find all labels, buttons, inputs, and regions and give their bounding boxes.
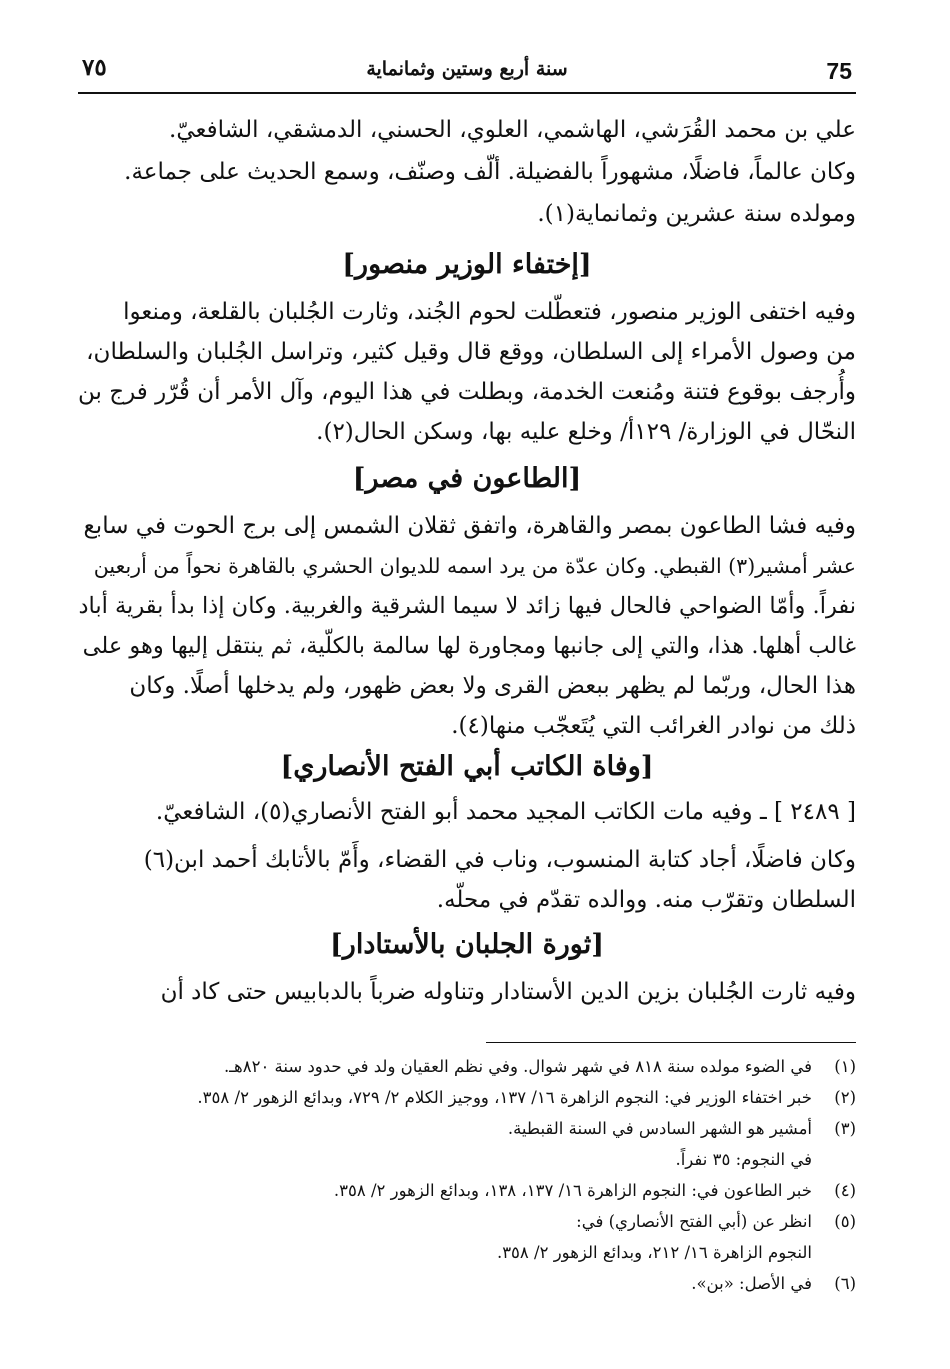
text-line: وفيه اختفى الوزير منصور، فتعطّلت لحوم الجُند، وثارت الجُلبان بالقلعة، ومنعوا <box>123 299 856 325</box>
footnote <box>78 1269 856 1299</box>
footnote-mark: (٢) <box>834 1088 856 1107</box>
footnote-text: النجوم الزاهرة ١٦/ ٢١٢، وبدائع الزهور ٢/ ٣٥٨. <box>496 1243 812 1262</box>
text-line: غالب أهلها. هذا، والتي إلى جانبها ومجاورة لها سالمة بالكلّية، ثم ينتقل إليها وهو على <box>82 633 856 659</box>
section-heading: [وفاة الكاتب أبي الفتح الأنصاري] <box>280 751 654 782</box>
text-line: عشر أمشير(٣) القبطي. وكان عدّة من يرد اسمه للديوان الحشري بالقاهرة نحواً من أربعين <box>93 554 856 578</box>
text-line: علي بن محمد القُرَشي، الهاشمي، العلوي، الحسني، الدمشقي، الشافعيّ. <box>169 117 856 143</box>
text-line: من وصول الأمراء إلى السلطان، ووقع قال وقيل كثير، وتراسل الجُلبان والسلطان، <box>86 339 856 365</box>
footnote <box>78 1176 856 1206</box>
text-line: وكان عالماً، فاضلًا، مشهوراً بالفضيلة. ألّف وصنّف، وسمع الحديث على جماعة. <box>124 159 856 185</box>
footnote <box>78 1052 856 1082</box>
text-line: السلطان وتقرّب منه. ووالده تقدّم في محلّه. <box>436 887 856 913</box>
page-number-latin: 75 <box>826 58 852 84</box>
section-heading: [الطاعون في مصر] <box>352 463 582 494</box>
footnote-continuation <box>78 1238 856 1268</box>
text-line: نفراً. وأمّا الضواحي فالحال فيها زائد لا سيما الشرقية والغربية. وكان إذا بدأ بقرية أباد <box>78 593 856 619</box>
footnote-text: خبر اختفاء الوزير في: النجوم الزاهرة ١٦/ ١٣٧، ووجيز الكلام ٢/ ٧٢٩، وبدائع الزهور ٢/ ٣٥٨. <box>197 1088 812 1107</box>
text-line: النحّال في الوزارة/ ١٢٩أ/ وخلع عليه بها، وسكن الحال(٢). <box>316 419 856 445</box>
footnote-text: في الضوء مولده سنة ٨١٨ في شهر شوال. وفي نظم العقيان ولد في حدود سنة ٨٢٠هـ. <box>223 1057 812 1076</box>
section-heading: [إختفاء الوزير منصور] <box>342 249 592 280</box>
text-line: وفيه فشا الطاعون بمصر والقاهرة، واتفق ثقلان الشمس إلى برج الحوت في سابع <box>83 513 856 539</box>
footnote-mark: (٦) <box>834 1274 856 1293</box>
text-line: ذلك من نوادر الغرائب التي يُتَعجّب منها(٤). <box>451 713 856 739</box>
footnote-text: انظر عن (أبي الفتح الأنصاري) في: <box>576 1212 812 1231</box>
footnote-mark: (٣) <box>834 1119 856 1138</box>
footnote-continuation <box>78 1145 856 1175</box>
text-line: وفيه ثارت الجُلبان بزين الدين الأستادار وتناوله ضرباً بالدبابيس حتى كاد أن <box>160 979 856 1005</box>
footnote <box>78 1083 856 1113</box>
section-heading: [ثورة الجلبان بالأستادار] <box>330 929 604 960</box>
footnote-text: خبر الطاعون في: النجوم الزاهرة ١٦/ ١٣٧، ١٣٨، وبدائع الزهور ٢/ ٣٥٨. <box>333 1181 812 1200</box>
footnote <box>78 1114 856 1144</box>
running-title: سنة أربع وستين وثمانماية <box>366 58 568 80</box>
footnote-text: في النجوم: ٣٥ نفراً. <box>675 1150 812 1169</box>
footnote-separator <box>486 1042 856 1043</box>
text-line: وأُرجف بوقوع فتنة ومُنعت الخدمة، وبطلت في هذا اليوم، وآل الأمر أن قُرّر فرج بن <box>78 379 856 405</box>
text-line: وكان فاضلًا، أجاد كتابة المنسوب، وناب في القضاء، وأَمّ بالأتابك أحمد ابن(٦) <box>143 847 856 873</box>
text-line: ومولده سنة عشرين وثمانماية(١). <box>537 201 856 227</box>
footnote-mark: (١) <box>834 1057 856 1076</box>
text-line: هذا الحال، وربّما لم يظهر ببعض القرى ولا بعض ظهور، ولم يدخلها أصلًا. وكان <box>129 673 856 699</box>
footnote-text: أمشير هو الشهر السادس في السنة القبطية. <box>507 1119 812 1138</box>
entry-line: [ ٢٤٨٩ ] ـ وفيه مات الكاتب المجيد محمد أبو الفتح الأنصاري(٥)، الشافعيّ. <box>155 799 856 825</box>
main-text <box>78 0 856 1369</box>
footnote-mark: (٤) <box>834 1181 856 1200</box>
footnote <box>78 1207 856 1237</box>
footnote-text: في الأصل: «بن». <box>691 1274 812 1293</box>
page-number-arabic: ٧٥ <box>82 54 107 81</box>
footnote-mark: (٥) <box>834 1212 856 1231</box>
